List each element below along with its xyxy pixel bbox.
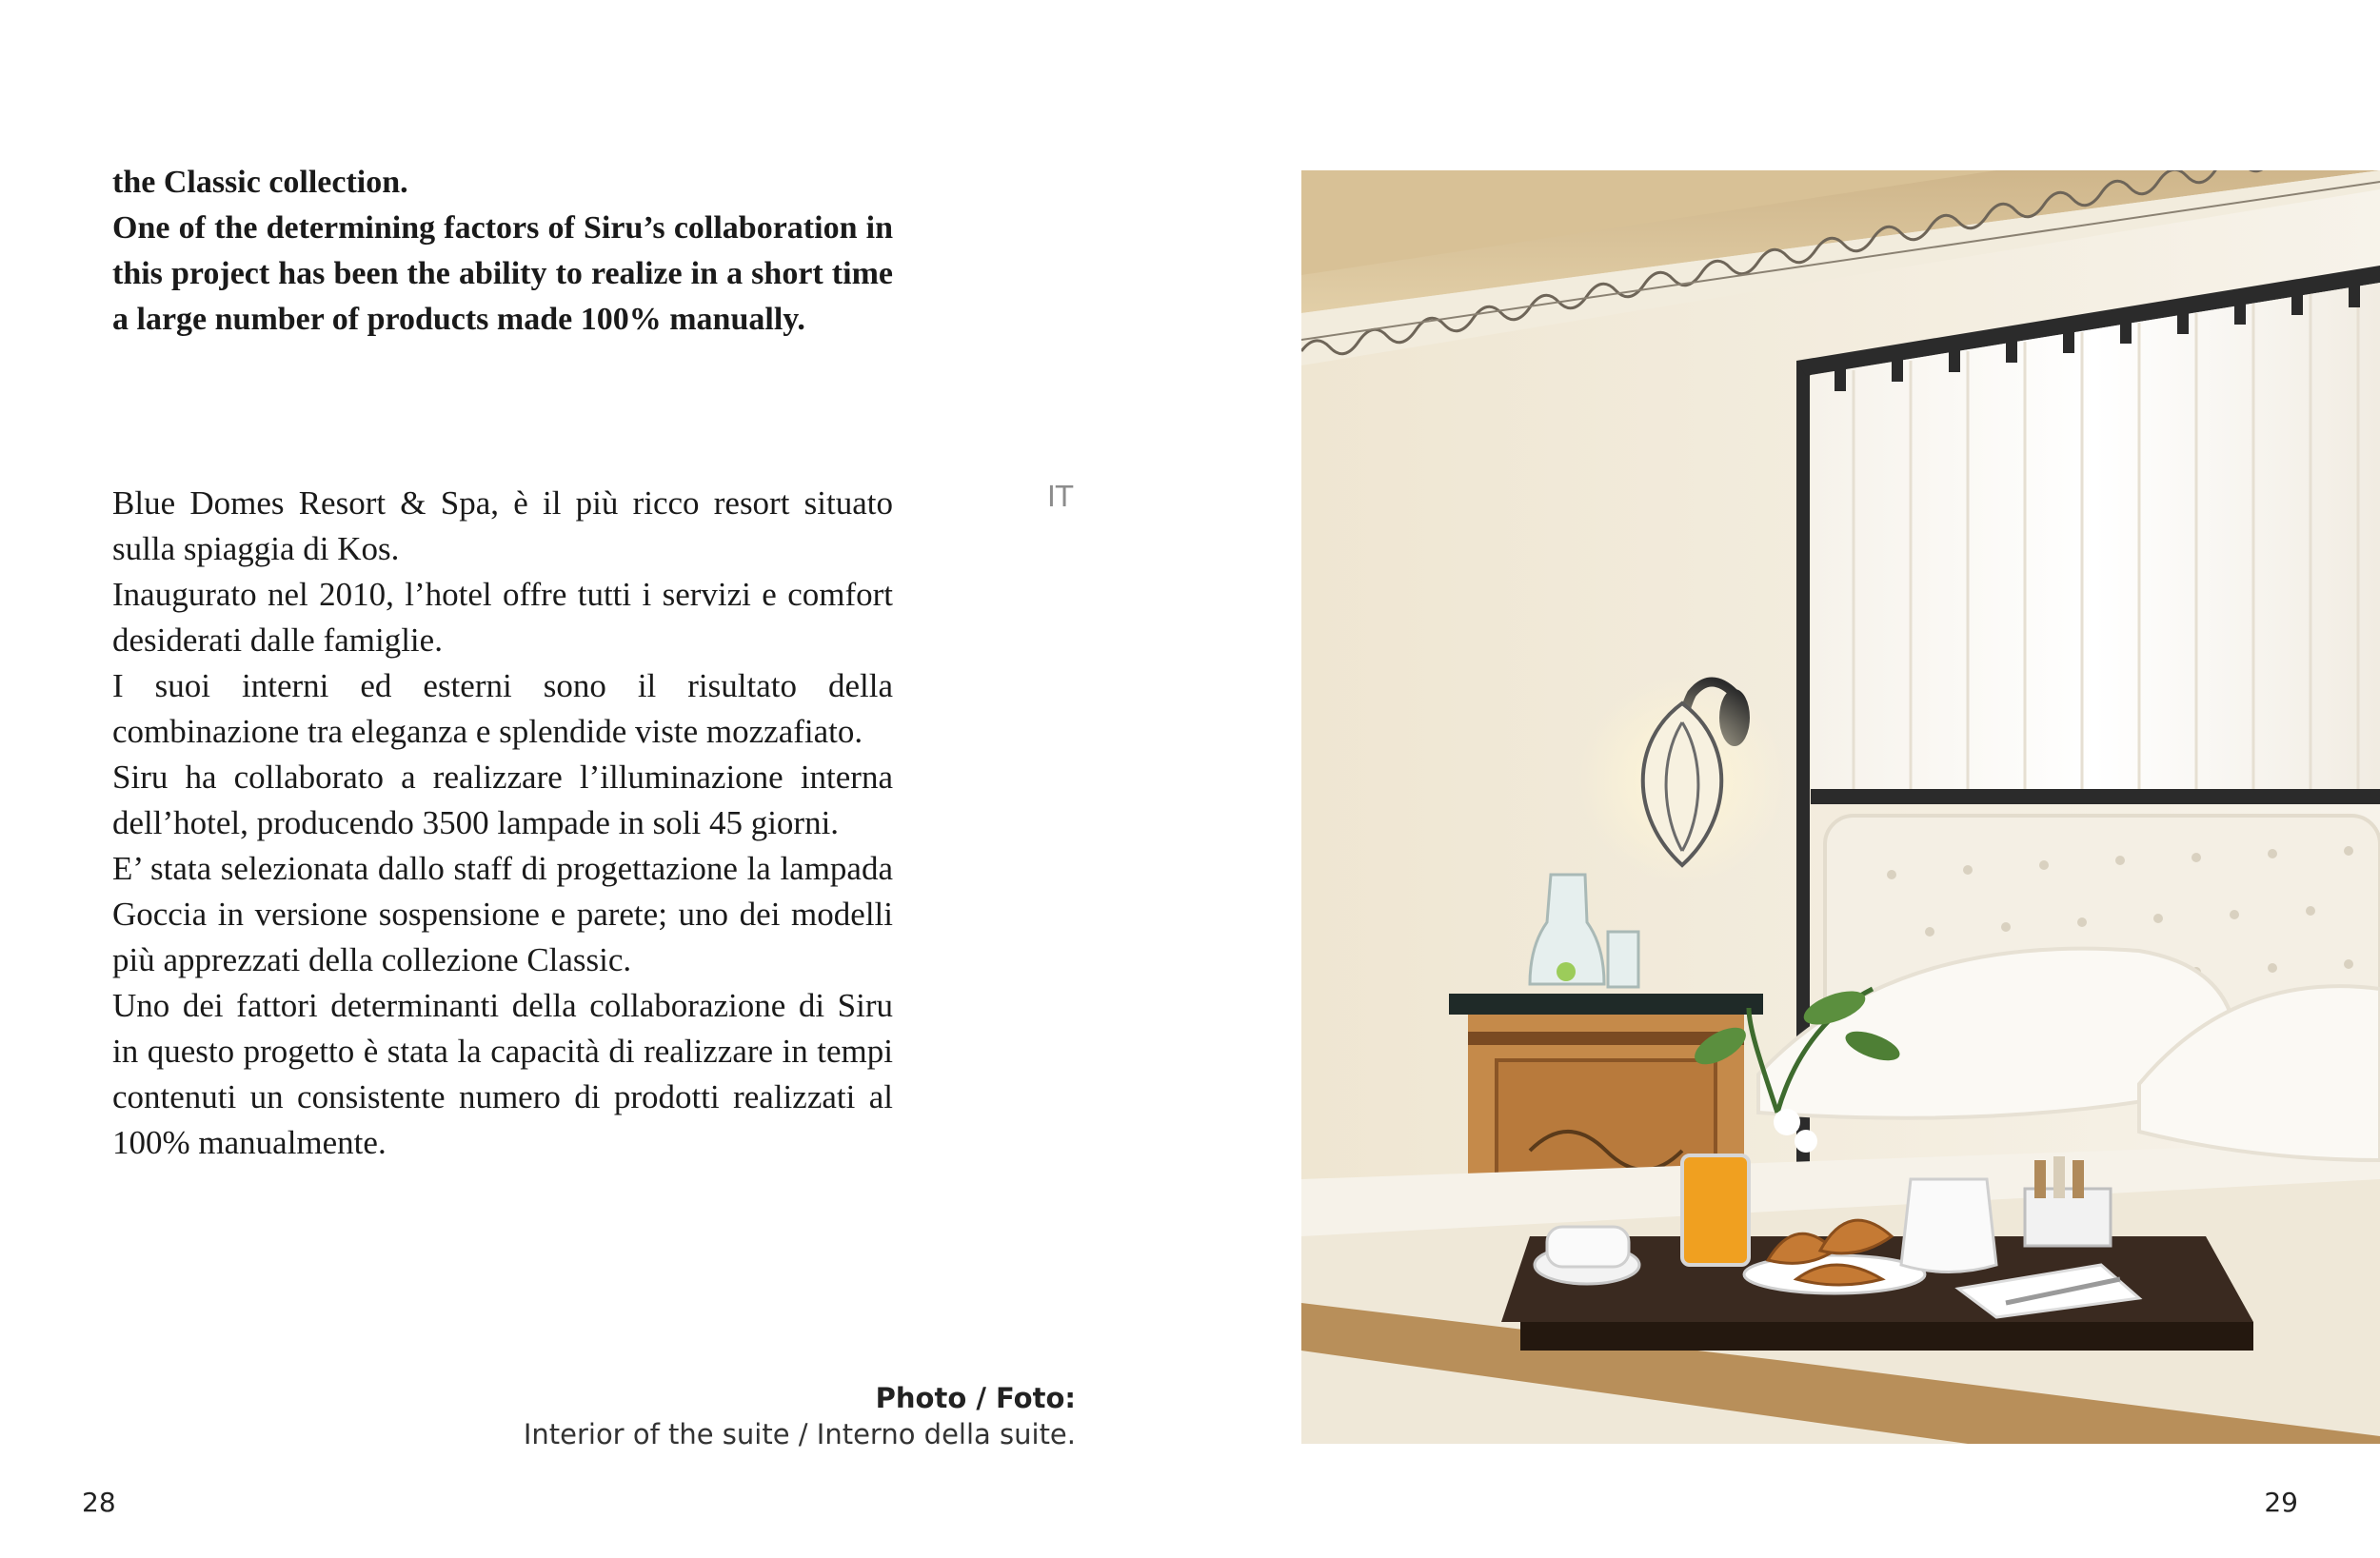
page-number-left: 28 (82, 1487, 116, 1518)
orange-juice-glass-icon (1682, 1155, 1749, 1265)
photo-sugar-stick (2053, 1156, 2065, 1198)
photo-sugar-stick (2073, 1160, 2084, 1198)
photo-caption (524, 1380, 1076, 1452)
italian-paragraph: Siru ha collaborato a realizzare l’illuminazione interna dell’hotel, producendo 3500 lampade in soli 45 giorni. (112, 759, 893, 841)
caption-title: Photo / Foto: (875, 1382, 1076, 1414)
milk-jug-icon (1901, 1179, 1996, 1272)
photo-tray-edge (1520, 1322, 2253, 1351)
italian-paragraph: E’ stata selezionata dallo staff di progettazione la lampada Goccia in versione sospensione e parete; uno dei modelli più apprezzati della collezione Classic. (112, 850, 893, 978)
english-paragraph: the Classic collection. (112, 165, 408, 200)
italian-paragraph: I suoi interni ed esterni sono il risultato della combinazione tra eleganza e splendide viste mozzafiato. (112, 667, 893, 750)
photo-headboard-rail (1811, 789, 2380, 804)
photo-sugar-stick (2034, 1160, 2046, 1198)
water-glass-icon (1608, 932, 1638, 987)
english-paragraph: One of the determining factors of Siru’s collaboration in this project has been the ability to realize in a short time a large number of products made 100% manually. (112, 210, 893, 337)
photo-nightstand-top (1449, 994, 1763, 1015)
italian-text-block (112, 481, 893, 1166)
italian-paragraph: Inaugurato nel 2010, l’hotel offre tutti i servizi e comfort desiderati dalle famiglie. (112, 576, 893, 659)
caption-text: Interior of the suite / Interno della suite. (523, 1418, 1076, 1450)
language-tag: IT (1047, 481, 1074, 514)
hotel-suite-bedroom-photo-icon (1301, 170, 2380, 1444)
page-number-right: 29 (2264, 1487, 2298, 1518)
italian-paragraph: Blue Domes Resort & Spa, è il più ricco resort situato sulla spiaggia di Kos. (112, 484, 893, 567)
lime-slice-icon (1557, 962, 1576, 981)
italian-paragraph: Uno dei fattori determinanti della collaborazione di Siru in questo progetto è stata la capacità di realizzare in tempi contenuti un consistente numero di prodotti realizzati al 100% manualmente. (112, 987, 893, 1161)
english-text-block (112, 160, 893, 343)
coffee-cup-icon (1547, 1227, 1629, 1267)
hotel-suite-photo (1301, 170, 2380, 1444)
